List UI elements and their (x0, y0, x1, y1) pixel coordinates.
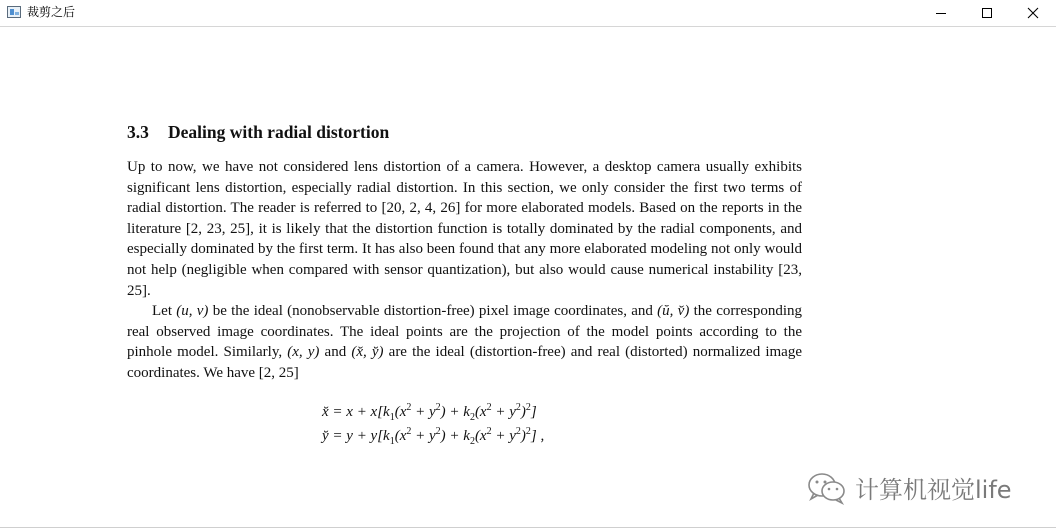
paragraph-2 (127, 301, 802, 383)
minimize-icon (935, 7, 947, 19)
eq2-part: + y (411, 427, 436, 444)
p2-math-uv: (u, v) (176, 303, 209, 320)
eq1-sup: 2 (406, 401, 412, 413)
p2-math-uv-breve: (ŭ, v̆) (657, 303, 690, 320)
eq1-sup: 2 (515, 401, 521, 413)
eq1-part: (x (394, 403, 407, 420)
paragraph-1: Up to now, we have not considered lens distortion of a camera. However, a desktop camera usually exhibits significant lens distortion, especially radial distortion. In this section, we only consider the first two terms of radial distortion. The reader is referred to [20, 2, 4, 26] for more elaborated models. Based on the reports in the literature [2, 23, 25], it is likely that the distortion function is totally dominated by the radial components, and especially dominated by the first term. It has also been found that any more elaborated modeling not only would not help (negligible when compared with sensor quantization), but also would cause numerical instability [23, 25]. (127, 159, 802, 299)
eq2-part: ) + k (440, 427, 470, 444)
section-number: 3.3 (127, 122, 149, 142)
eq1-part: ) + k (440, 403, 470, 420)
eq2-sup: 2 (406, 425, 412, 437)
eq2-part: ) (520, 427, 526, 444)
eq2-sup: 2 (515, 425, 521, 437)
wechat-icon (807, 471, 847, 505)
p2-text-b: be the ideal (nonobservable distortion-free) pixel image coordinates, and (208, 303, 658, 320)
eq1-sup: 2 (525, 401, 531, 413)
eq2-sub1: 1 (389, 435, 395, 447)
close-icon (1027, 7, 1039, 19)
eq1-part: ) (520, 403, 526, 420)
window-title: 裁剪之后 (27, 5, 76, 19)
bottom-border (0, 527, 1056, 528)
section-heading (127, 122, 802, 143)
p2-text-a: Let (152, 303, 177, 320)
equation-x (127, 400, 802, 424)
eq1-sub1: 1 (389, 411, 395, 423)
p2-math-xy: (x, y) (287, 344, 320, 361)
eq2-lhs: y̆ = y + y[k (322, 427, 390, 444)
eq1-part: + y (411, 403, 436, 420)
eq1-sup: 2 (435, 401, 441, 413)
p2-text-c: the corresponding real observed image coordinates. The ideal points are the projection of the model points according to the pinhole model. Similarly, (127, 303, 803, 361)
eq1-part: (x (474, 403, 487, 420)
equation-y (127, 424, 802, 448)
eq2-sub2: 2 (469, 435, 475, 447)
p2-text-e: are the ideal (distortion-free) and real (distorted) normalized image coordinates. We have [2, 25] (127, 344, 802, 381)
eq2-end: ] , (530, 427, 545, 444)
eq2-sup: 2 (435, 425, 441, 437)
section-title: Dealing with radial distortion (168, 122, 390, 142)
eq1-end: ] (530, 403, 537, 420)
document-page (127, 122, 802, 448)
eq1-lhs: x̆ = x + x[k (322, 403, 390, 420)
eq2-part: (x (394, 427, 407, 444)
maximize-button[interactable] (964, 0, 1010, 26)
eq2-sup: 2 (486, 425, 492, 437)
watermark (807, 470, 1012, 505)
app-icon (7, 6, 21, 18)
maximize-icon (981, 7, 993, 19)
eq1-sub2: 2 (469, 411, 475, 423)
p2-text-d: and (319, 344, 352, 361)
p2-math-xy-breve: (x̆, y̆) (351, 344, 384, 361)
minimize-button[interactable] (918, 0, 964, 26)
eq2-part: + y (491, 427, 516, 444)
equations (127, 400, 802, 448)
eq2-part: (x (474, 427, 487, 444)
eq1-sup: 2 (486, 401, 492, 413)
eq1-part: + y (491, 403, 516, 420)
title-bar (0, 0, 1056, 27)
image-canvas (0, 27, 1056, 530)
watermark-text: 计算机视觉life (855, 476, 1012, 504)
eq2-sup: 2 (525, 425, 531, 437)
close-button[interactable] (1010, 0, 1056, 26)
